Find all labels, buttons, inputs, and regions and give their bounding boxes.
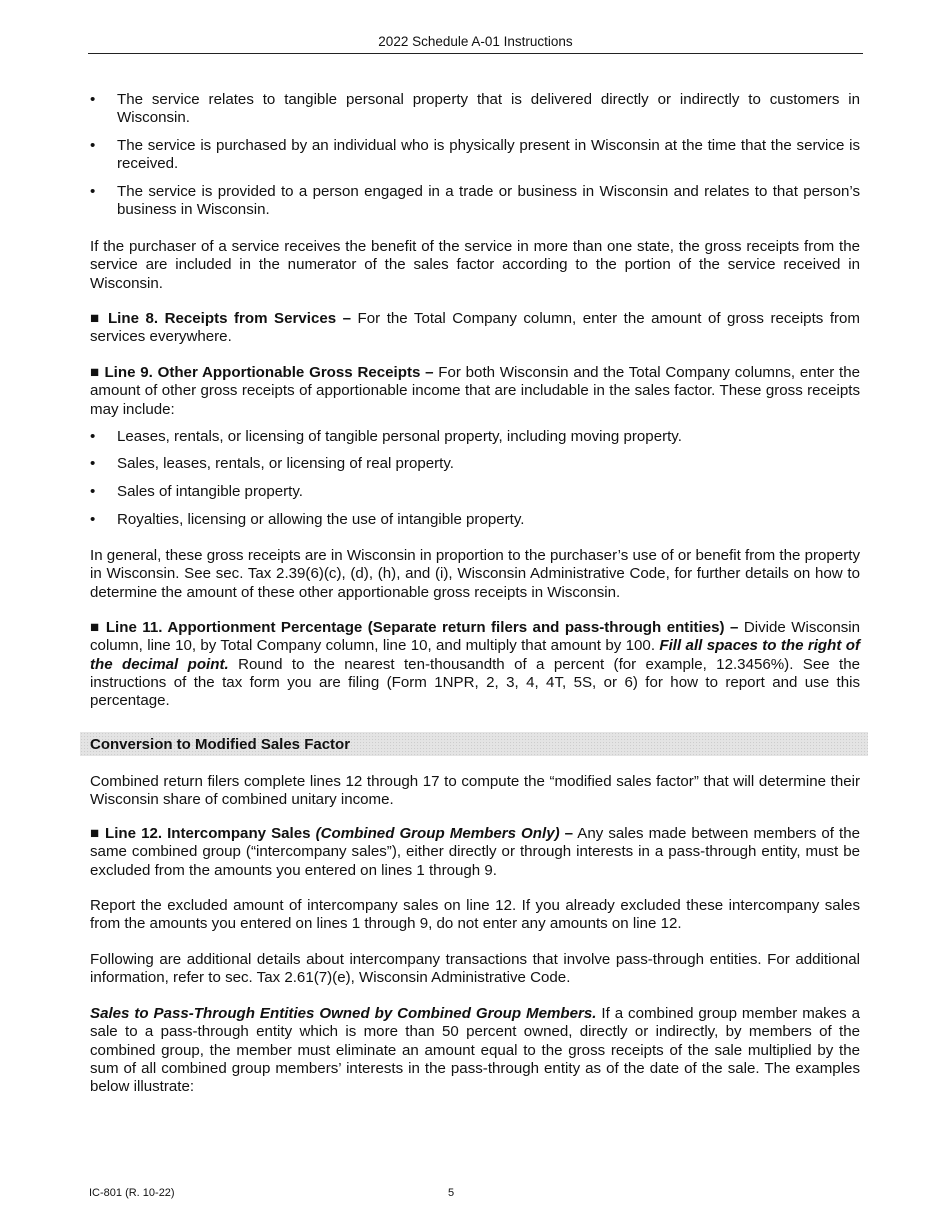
line11-heading: Line 11. Apportionment Percentage (Separate return filers and pass-through entities) –	[105, 619, 739, 636]
line12-text: Any sales made between members of the same combined group (“intercompany sales”), either directly or through interests in a pass-through entity, must be excluded from the amounts you entered on lines 1 through 9.	[90, 825, 861, 879]
line11-emphasis: Fill all spaces to the right of the decimal point.	[90, 637, 860, 673]
bullet-icon: •	[90, 428, 96, 445]
bullet-icon: •	[90, 183, 96, 200]
list-item	[90, 137, 860, 174]
bullet-icon: •	[90, 455, 96, 472]
line8-heading: Line 8. Receipts from Services –	[107, 310, 352, 327]
list-item	[90, 428, 860, 446]
paragraph-combined: Combined return filers complete lines 12 through 17 to compute the “modified sales factor” that will determine their Wisconsin share of combined unitary income.	[90, 773, 860, 809]
sales-pte-text: If a combined group member makes a sale to a pass-through entity which is more than 50 percent owned, directly or indirectly, by members of the combined group, the member must eliminate an amount equal to the gross receipts of the sale multiplied by the sum of all combined group members’ interests in the pass-through entity as of the date of the sale. The examples below illustrate:	[90, 1005, 860, 1096]
line12-paragraph	[90, 825, 860, 880]
list-item	[90, 483, 860, 501]
list-item-text: Leases, rentals, or licensing of tangible personal property, including moving property.	[117, 428, 682, 445]
list-item	[90, 511, 860, 529]
section-header-bar	[80, 732, 868, 756]
form-number: IC-801 (R. 10-22)	[89, 1187, 175, 1199]
line9-heading: Line 9. Other Apportionable Gross Receipts –	[104, 364, 434, 381]
bullet-icon: •	[90, 483, 96, 500]
list-item-text: Sales of intangible property.	[117, 483, 303, 500]
section-marker-icon: ■	[90, 310, 102, 327]
bullet-icon: •	[90, 91, 96, 108]
section-marker-icon: ■	[90, 825, 100, 842]
line12-heading: Line 12. Intercompany Sales	[105, 825, 311, 842]
list-item	[90, 183, 860, 220]
paragraph-benefit: If the purchaser of a service receives the benefit of the service in more than one state, the gross receipts from the service are included in the numerator of the sales factor according to the portion of the service received in Wisconsin.	[90, 238, 860, 292]
list-item-text: The service is provided to a person engaged in a trade or business in Wisconsin and relates to that person’s business in Wisconsin.	[117, 183, 860, 219]
list-item-text: The service relates to tangible personal property that is delivered directly or indirectly to customers in Wisconsin.	[117, 91, 860, 127]
line8-text: For the Total Company column, enter the amount of gross receipts from services everywhere.	[90, 310, 861, 346]
paragraph-following: Following are additional details about intercompany transactions that involve pass-through entities. For additional information, refer to sec. Tax 2.61(7)(e), Wisconsin Administrative Code.	[90, 951, 860, 987]
bullet-icon: •	[90, 511, 96, 528]
paragraph-general: In general, these gross receipts are in Wisconsin in proportion to the purchaser’s use of or benefit from the property in Wisconsin. See sec. Tax 2.39(6)(c), (d), (h), and (i), Wisconsin Administrative Code, for further details on how to determine the amount of these other apportionable gross receipts in Wisconsin.	[90, 547, 860, 601]
list-item-text: The service is purchased by an individual who is physically present in Wisconsin at the time that the service is received.	[117, 137, 860, 173]
line8-paragraph	[90, 310, 860, 347]
sales-pte-heading: Sales to Pass-Through Entities Owned by Combined Group Members.	[90, 1005, 597, 1022]
paragraph-report: Report the excluded amount of intercompany sales on line 12. If you already excluded these intercompany sales from the amounts you entered on lines 1 through 9, do not enter any amounts on line 12.	[90, 897, 860, 933]
line11-text-continued: Round to the nearest ten-thousandth of a percent (for example, 12.3456%). See the instructions of the tax form you are filing (Form 1NPR, 2, 3, 4, 4T, 5S, or 6) for how to report and use this percentage.	[90, 655, 860, 710]
list-item	[90, 91, 860, 128]
section-marker-icon: ■	[90, 364, 100, 381]
list-item	[90, 455, 860, 473]
line12-dash: –	[559, 825, 574, 842]
section-title: Conversion to Modified Sales Factor	[90, 736, 351, 753]
line11-text: Divide Wisconsin column, line 10, by Total Company column, line 10, and multiply that amount by 100.	[90, 619, 861, 655]
page-number: 5	[448, 1187, 455, 1199]
sales-pte-paragraph	[90, 1005, 860, 1096]
list-item-text: Royalties, licensing or allowing the use of intangible property.	[117, 511, 525, 528]
line11-paragraph	[90, 619, 860, 710]
line9-text: For both Wisconsin and the Total Company columns, enter the amount of other gross receipts of apportionable income that are includable in the sales factor. These gross receipts may include:	[90, 364, 860, 418]
bullet-icon: •	[90, 137, 96, 154]
line9-paragraph	[90, 364, 860, 419]
section-marker-icon: ■	[90, 619, 101, 636]
list-item-text: Sales, leases, rentals, or licensing of real property.	[117, 455, 454, 472]
line12-heading-italic: (Combined Group Members Only)	[315, 825, 560, 842]
page-header: 2022 Schedule A-01 Instructions	[88, 33, 863, 54]
